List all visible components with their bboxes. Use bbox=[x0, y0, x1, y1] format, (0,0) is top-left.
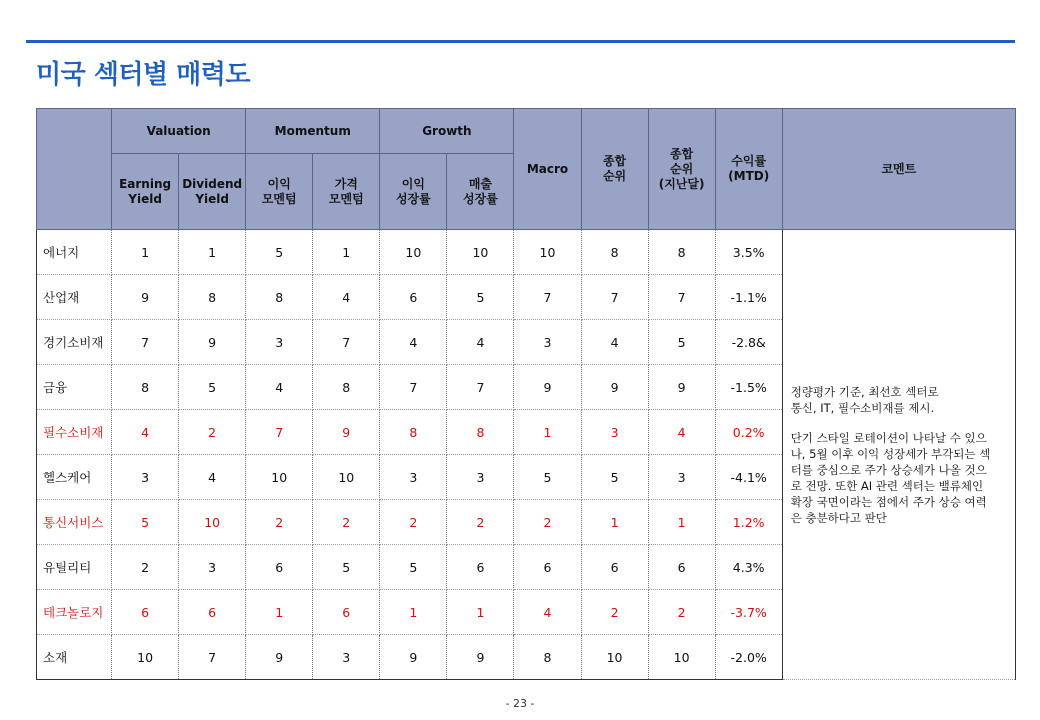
value-cell: 1 bbox=[179, 230, 246, 275]
value-cell: 7 bbox=[179, 635, 246, 680]
sector-name-cell: 에너지 bbox=[37, 230, 112, 275]
value-cell: 6 bbox=[581, 545, 648, 590]
value-cell: 1 bbox=[246, 590, 313, 635]
value-cell: 3.5% bbox=[715, 230, 782, 275]
value-cell: -4.1% bbox=[715, 455, 782, 500]
value-cell: 8 bbox=[447, 410, 514, 455]
value-cell: 10 bbox=[380, 230, 447, 275]
value-cell: 7 bbox=[447, 365, 514, 410]
comment-spacer bbox=[791, 416, 1007, 430]
sector-name-cell: 유틸리티 bbox=[37, 545, 112, 590]
value-cell: 2 bbox=[179, 410, 246, 455]
value-cell: 1.2% bbox=[715, 500, 782, 545]
value-cell: 6 bbox=[112, 590, 179, 635]
value-cell: 6 bbox=[648, 545, 715, 590]
value-cell: 3 bbox=[447, 455, 514, 500]
value-cell: 1 bbox=[112, 230, 179, 275]
value-cell: 9 bbox=[648, 365, 715, 410]
dividend-yield-header: Dividend Yield bbox=[179, 154, 246, 230]
value-cell: 10 bbox=[447, 230, 514, 275]
comment-header: 코멘트 bbox=[782, 109, 1015, 230]
value-cell: 3 bbox=[179, 545, 246, 590]
growth-group-header: Growth bbox=[380, 109, 514, 154]
value-cell: 1 bbox=[648, 500, 715, 545]
value-cell: 4 bbox=[380, 320, 447, 365]
table-row bbox=[37, 230, 1016, 275]
value-cell: 1 bbox=[313, 230, 380, 275]
value-cell: 6 bbox=[514, 545, 581, 590]
sector-name-cell: 헬스케어 bbox=[37, 455, 112, 500]
value-cell: -1.5% bbox=[715, 365, 782, 410]
comment-paragraph-2: 단기 스타일 로테이션이 나타날 수 있으 나, 5월 이후 이익 성장세가 부각되는 섹 터를 중심으로 주가 상승세가 나올 것으 로 전망. 또한 AI 관련 섹터는 밸류체인 확장 국면이라는 점에서 주가 상승 여력 은 충분하다고 판단 bbox=[790, 430, 991, 525]
value-cell: 10 bbox=[246, 455, 313, 500]
value-cell: 8 bbox=[313, 365, 380, 410]
earnings-growth-header: 이익 성장률 bbox=[380, 154, 447, 230]
comment-cell bbox=[782, 230, 1015, 680]
value-cell: 4 bbox=[514, 590, 581, 635]
page-number: - 23 - bbox=[505, 697, 535, 710]
value-cell: 4 bbox=[648, 410, 715, 455]
value-cell: 7 bbox=[380, 365, 447, 410]
earnings-momentum-header: 이익 모멘텀 bbox=[246, 154, 313, 230]
value-cell: 5 bbox=[514, 455, 581, 500]
value-cell: 5 bbox=[179, 365, 246, 410]
value-cell: 4.3% bbox=[715, 545, 782, 590]
value-cell: 2 bbox=[447, 500, 514, 545]
value-cell: 1 bbox=[581, 500, 648, 545]
value-cell: 3 bbox=[313, 635, 380, 680]
value-cell: 6 bbox=[380, 275, 447, 320]
value-cell: -1.1% bbox=[715, 275, 782, 320]
value-cell: 2 bbox=[514, 500, 581, 545]
table-body bbox=[37, 230, 1016, 680]
value-cell: 5 bbox=[648, 320, 715, 365]
value-cell: 4 bbox=[313, 275, 380, 320]
sector-name-cell: 통신서비스 bbox=[37, 500, 112, 545]
momentum-group-header: Momentum bbox=[246, 109, 380, 154]
valuation-group-header: Valuation bbox=[112, 109, 246, 154]
value-cell: 1 bbox=[447, 590, 514, 635]
sector-name-cell: 소재 bbox=[37, 635, 112, 680]
value-cell: 5 bbox=[380, 545, 447, 590]
value-cell: -3.7% bbox=[715, 590, 782, 635]
value-cell: 2 bbox=[112, 545, 179, 590]
value-cell: 10 bbox=[112, 635, 179, 680]
value-cell: 9 bbox=[514, 365, 581, 410]
value-cell: 3 bbox=[246, 320, 313, 365]
sector-name-cell: 필수소비재 bbox=[37, 410, 112, 455]
value-cell: -2.0% bbox=[715, 635, 782, 680]
value-cell: 4 bbox=[246, 365, 313, 410]
value-cell: 4 bbox=[581, 320, 648, 365]
sector-header bbox=[37, 109, 112, 230]
value-cell: 8 bbox=[581, 230, 648, 275]
value-cell: 5 bbox=[313, 545, 380, 590]
value-cell: 5 bbox=[447, 275, 514, 320]
value-cell: 5 bbox=[246, 230, 313, 275]
value-cell: 9 bbox=[179, 320, 246, 365]
value-cell: 6 bbox=[179, 590, 246, 635]
sales-growth-header: 매출 성장률 bbox=[447, 154, 514, 230]
return-mtd-header: 수익률 (MTD) bbox=[715, 109, 782, 230]
value-cell: -2.8& bbox=[715, 320, 782, 365]
value-cell: 7 bbox=[514, 275, 581, 320]
value-cell: 7 bbox=[648, 275, 715, 320]
value-cell: 6 bbox=[246, 545, 313, 590]
value-cell: 2 bbox=[648, 590, 715, 635]
value-cell: 9 bbox=[380, 635, 447, 680]
value-cell: 5 bbox=[581, 455, 648, 500]
value-cell: 9 bbox=[246, 635, 313, 680]
value-cell: 4 bbox=[447, 320, 514, 365]
sector-name-cell: 테크놀로지 bbox=[37, 590, 112, 635]
value-cell: 9 bbox=[313, 410, 380, 455]
value-cell: 3 bbox=[514, 320, 581, 365]
value-cell: 3 bbox=[581, 410, 648, 455]
value-cell: 2 bbox=[380, 500, 447, 545]
page-title: 미국 섹터별 매력도 bbox=[36, 60, 251, 90]
value-cell: 10 bbox=[648, 635, 715, 680]
value-cell: 6 bbox=[447, 545, 514, 590]
value-cell: 1 bbox=[380, 590, 447, 635]
value-cell: 1 bbox=[514, 410, 581, 455]
value-cell: 2 bbox=[313, 500, 380, 545]
value-cell: 7 bbox=[313, 320, 380, 365]
value-cell: 8 bbox=[514, 635, 581, 680]
value-cell: 7 bbox=[112, 320, 179, 365]
value-cell: 2 bbox=[581, 590, 648, 635]
sector-name-cell: 산업재 bbox=[37, 275, 112, 320]
value-cell: 3 bbox=[112, 455, 179, 500]
value-cell: 8 bbox=[179, 275, 246, 320]
value-cell: 10 bbox=[313, 455, 380, 500]
value-cell: 8 bbox=[112, 365, 179, 410]
value-cell: 0.2% bbox=[715, 410, 782, 455]
sector-name-cell: 경기소비재 bbox=[37, 320, 112, 365]
value-cell: 4 bbox=[112, 410, 179, 455]
sector-name-cell: 금융 bbox=[37, 365, 112, 410]
macro-header: Macro bbox=[514, 109, 581, 230]
value-cell: 8 bbox=[380, 410, 447, 455]
value-cell: 9 bbox=[581, 365, 648, 410]
value-cell: 9 bbox=[447, 635, 514, 680]
value-cell: 7 bbox=[581, 275, 648, 320]
value-cell: 4 bbox=[179, 455, 246, 500]
overall-rank-header: 종합 순위 bbox=[581, 109, 648, 230]
value-cell: 2 bbox=[246, 500, 313, 545]
value-cell: 10 bbox=[581, 635, 648, 680]
value-cell: 3 bbox=[380, 455, 447, 500]
comment-paragraph-1: 정량평가 기준, 최선호 섹터로 통신, IT, 필수소비재를 제시. bbox=[790, 384, 939, 415]
value-cell: 8 bbox=[648, 230, 715, 275]
top-rule bbox=[26, 40, 1015, 43]
value-cell: 6 bbox=[313, 590, 380, 635]
value-cell: 8 bbox=[246, 275, 313, 320]
value-cell: 10 bbox=[514, 230, 581, 275]
value-cell: 5 bbox=[112, 500, 179, 545]
value-cell: 3 bbox=[648, 455, 715, 500]
value-cell: 10 bbox=[179, 500, 246, 545]
overall-rank-prev-header: 종합 순위 (지난달) bbox=[648, 109, 715, 230]
value-cell: 9 bbox=[112, 275, 179, 320]
value-cell: 7 bbox=[246, 410, 313, 455]
sector-attractiveness-table bbox=[36, 108, 1016, 680]
earning-yield-header: Earning Yield bbox=[112, 154, 179, 230]
price-momentum-header: 가격 모멘텀 bbox=[313, 154, 380, 230]
